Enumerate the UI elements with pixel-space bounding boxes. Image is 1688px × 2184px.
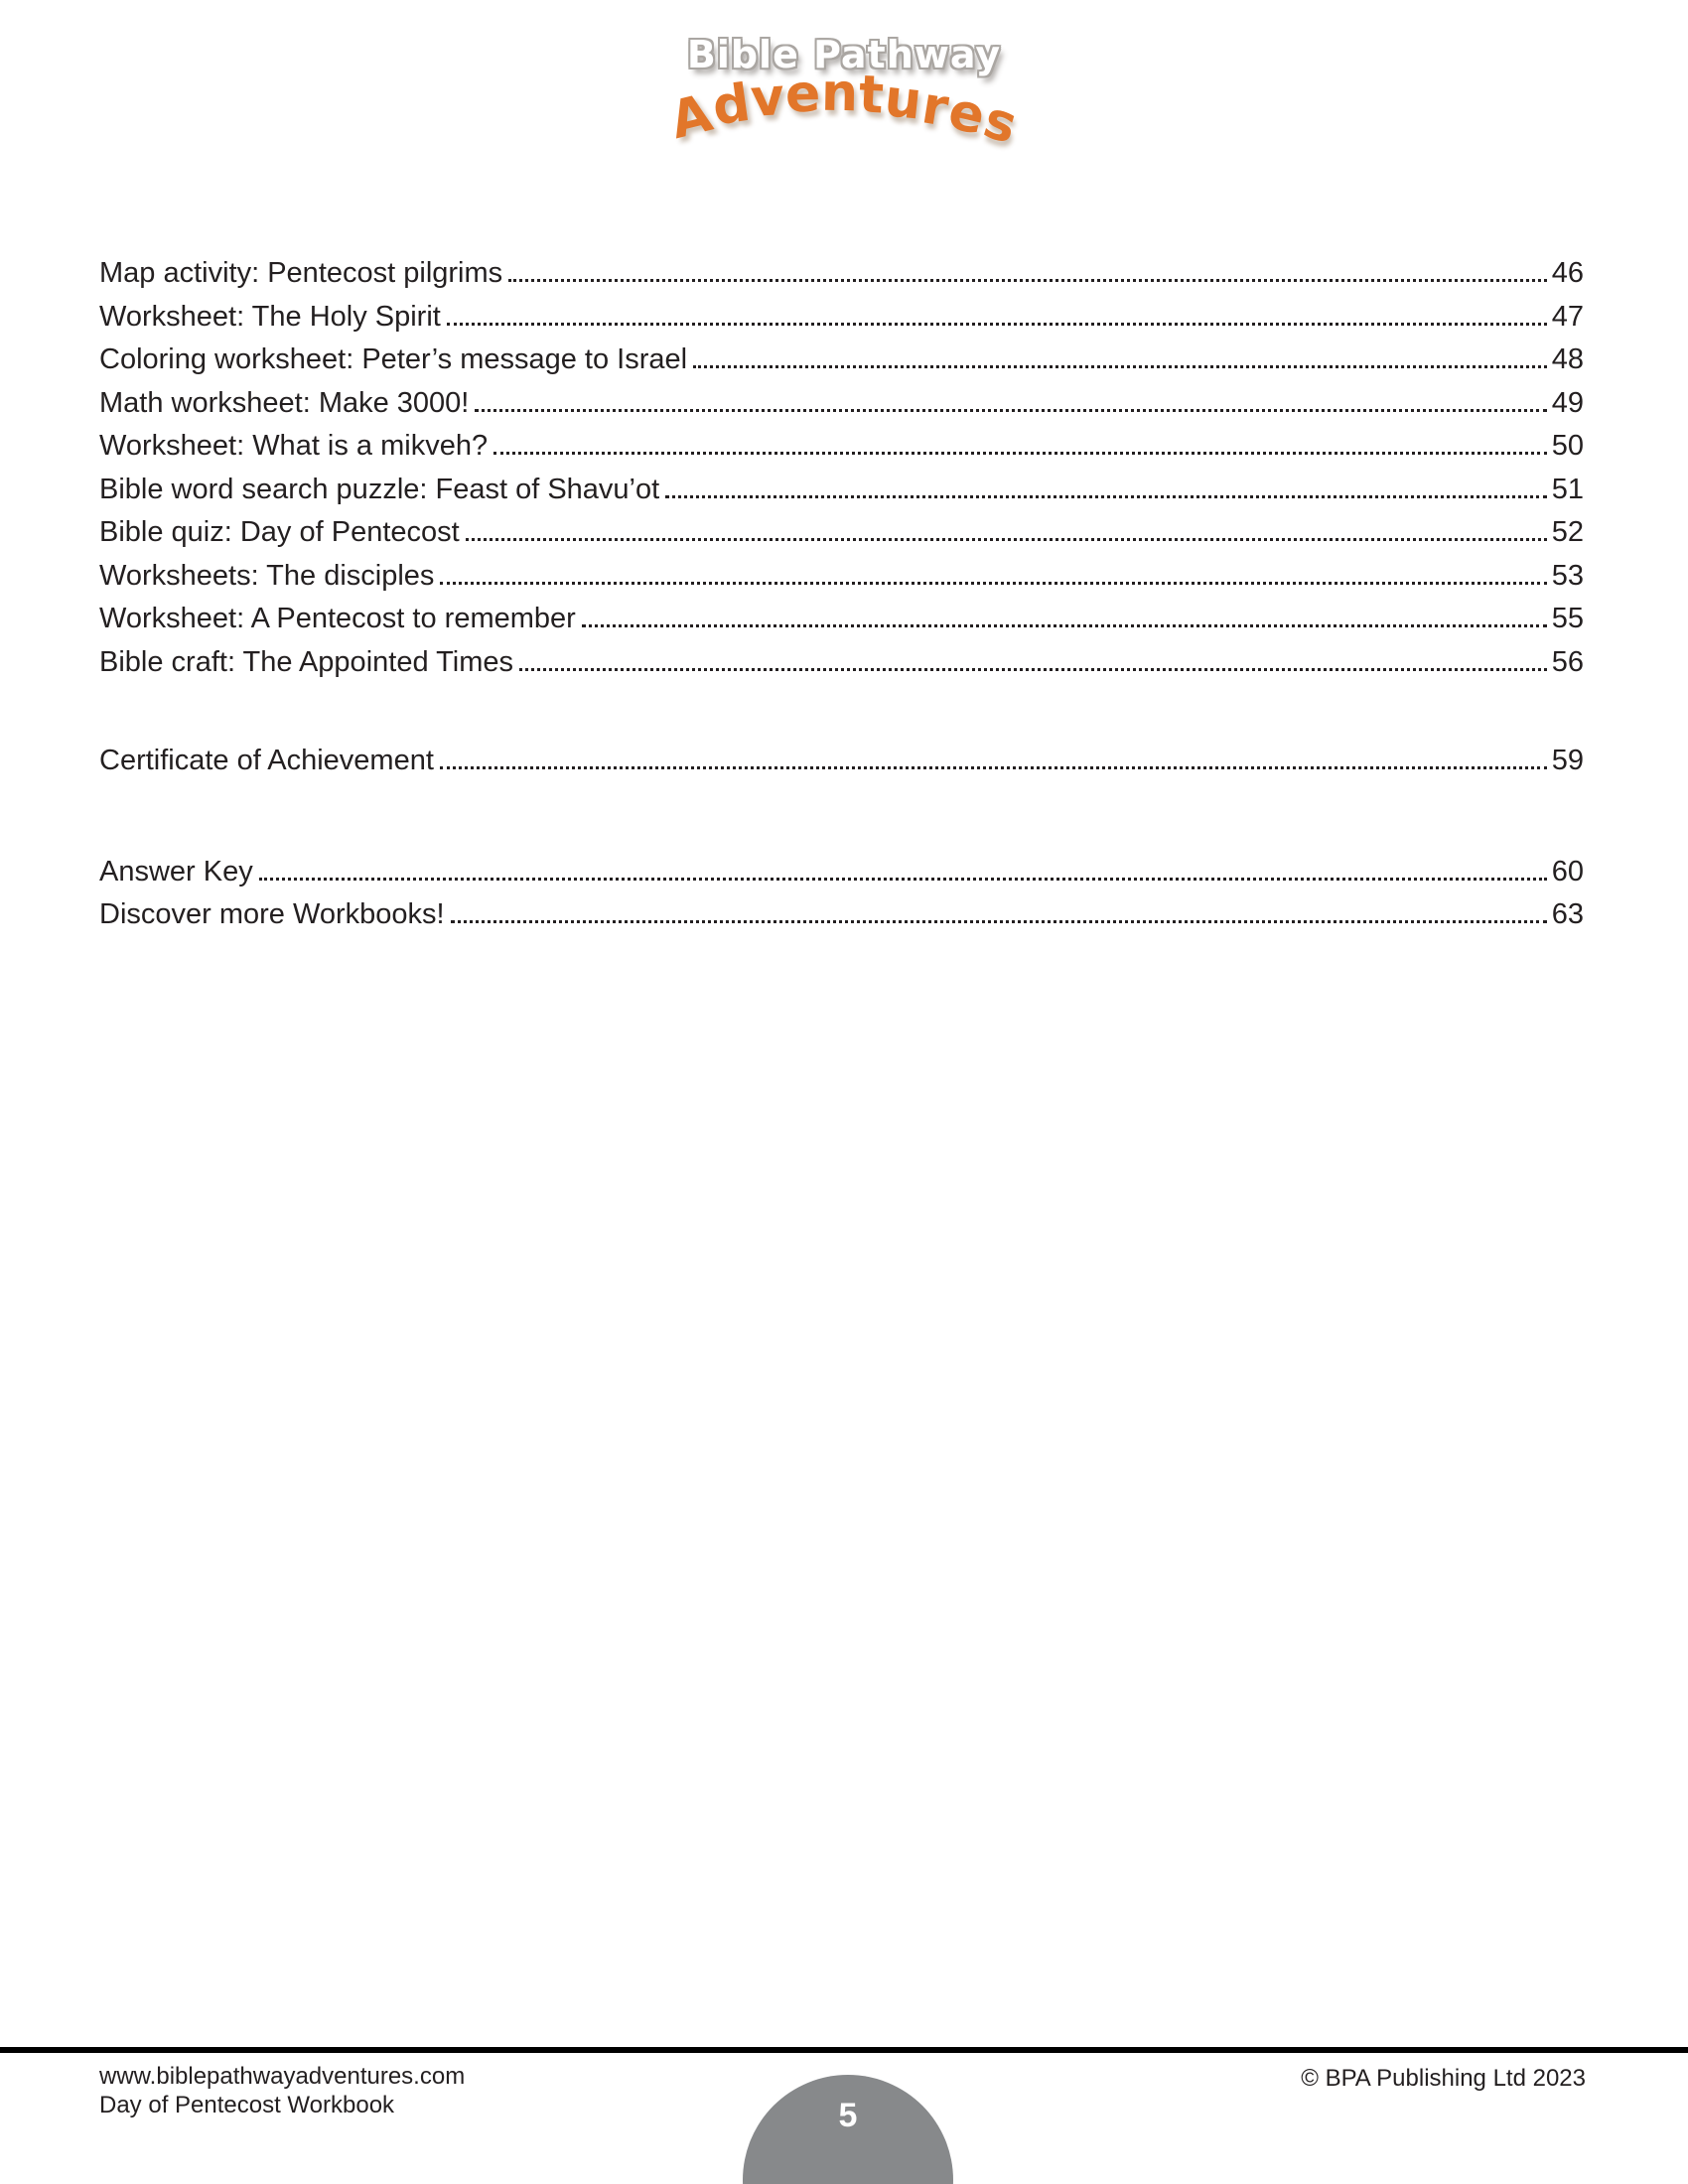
dot-leader — [475, 409, 1546, 412]
toc-item-label: Answer Key — [99, 855, 253, 887]
dot-leader — [582, 624, 1547, 627]
toc-section — [99, 740, 1584, 783]
toc-row — [99, 252, 1584, 296]
toc-item-page: 49 — [1551, 386, 1584, 419]
footer-workbook-title: Day of Pentecost Workbook — [99, 2092, 395, 2118]
logo-letter: v — [748, 67, 787, 130]
dot-leader — [259, 878, 1547, 881]
toc-item-label: Worksheets: The disciples — [99, 559, 435, 592]
toc-row — [99, 296, 1584, 340]
dot-leader — [508, 279, 1547, 282]
toc-item-page: 51 — [1551, 473, 1584, 505]
toc-item-page: 46 — [1551, 257, 1584, 290]
logo-text-bible-pathway: Bible Pathway — [686, 33, 1002, 76]
toc-item-label: Map activity: Pentecost pilgrims — [99, 257, 503, 290]
toc-item-page: 48 — [1551, 343, 1584, 376]
bible-pathway-adventures-logo — [0, 33, 1688, 157]
dot-leader — [451, 920, 1547, 923]
toc-item-label: Worksheet: The Holy Spirit — [99, 300, 441, 333]
logo-letter: u — [881, 68, 925, 132]
footer-website: www.biblepathwayadventures.com — [99, 2063, 466, 2090]
footer-divider-line — [0, 2047, 1688, 2053]
toc-item-page: 50 — [1551, 430, 1584, 463]
toc-item-label: Certificate of Achievement — [99, 745, 434, 777]
toc-item-page: 47 — [1551, 300, 1584, 333]
dot-leader — [440, 766, 1547, 769]
toc-row — [99, 382, 1584, 426]
toc-item-page: 55 — [1551, 603, 1584, 635]
logo-letter: t — [857, 65, 887, 126]
toc-item-label: Bible craft: The Appointed Times — [99, 645, 513, 678]
toc-row — [99, 511, 1584, 555]
toc-row — [99, 469, 1584, 512]
toc-item-label: Worksheet: A Pentecost to remember — [99, 603, 576, 635]
dot-leader — [665, 495, 1547, 498]
toc-item-label: Discover more Workbooks! — [99, 898, 445, 931]
logo-letter: r — [917, 75, 954, 139]
logo-text-adventures — [0, 63, 1688, 157]
toc-row — [99, 555, 1584, 599]
toc-item-label: Coloring worksheet: Peter’s message to Israel — [99, 343, 688, 376]
toc-row — [99, 598, 1584, 641]
toc-row — [99, 339, 1584, 382]
dot-leader — [440, 582, 1546, 585]
toc-item-label: Math worksheet: Make 3000! — [99, 386, 470, 419]
page-number-badge — [743, 2075, 953, 2184]
toc-item-page: 52 — [1551, 516, 1584, 549]
toc-row — [99, 851, 1584, 894]
logo-letter: e — [784, 64, 822, 125]
logo-letter: e — [942, 80, 992, 148]
toc-item-page: 53 — [1551, 559, 1584, 592]
toc-row — [99, 425, 1584, 469]
dot-leader — [519, 668, 1547, 671]
toc-item-label: Bible word search puzzle: Feast of Shavu’ot — [99, 473, 660, 505]
toc-item-page: 63 — [1551, 898, 1584, 931]
toc-row — [99, 641, 1584, 685]
toc-item-page: 60 — [1551, 855, 1584, 887]
toc-item-label: Bible quiz: Day of Pentecost — [99, 516, 460, 549]
dot-leader — [447, 323, 1547, 326]
logo-letter: A — [664, 82, 720, 152]
page-number: 5 — [838, 2097, 858, 2134]
toc-item-page: 56 — [1551, 645, 1584, 678]
toc-section — [99, 851, 1584, 937]
logo-letter: s — [976, 89, 1025, 157]
logo-letter: d — [708, 72, 755, 138]
dot-leader — [466, 538, 1547, 541]
toc-row — [99, 893, 1584, 937]
table-of-contents — [99, 252, 1584, 937]
dot-leader — [693, 365, 1547, 368]
logo-letter: n — [820, 63, 860, 124]
toc-item-page: 59 — [1551, 745, 1584, 777]
dot-leader — [493, 452, 1547, 455]
footer-copyright: © BPA Publishing Ltd 2023 — [1301, 2065, 1586, 2092]
footer-left-block — [99, 2062, 465, 2119]
toc-row — [99, 740, 1584, 783]
toc-item-label: Worksheet: What is a mikveh? — [99, 430, 489, 463]
toc-section — [99, 252, 1584, 684]
